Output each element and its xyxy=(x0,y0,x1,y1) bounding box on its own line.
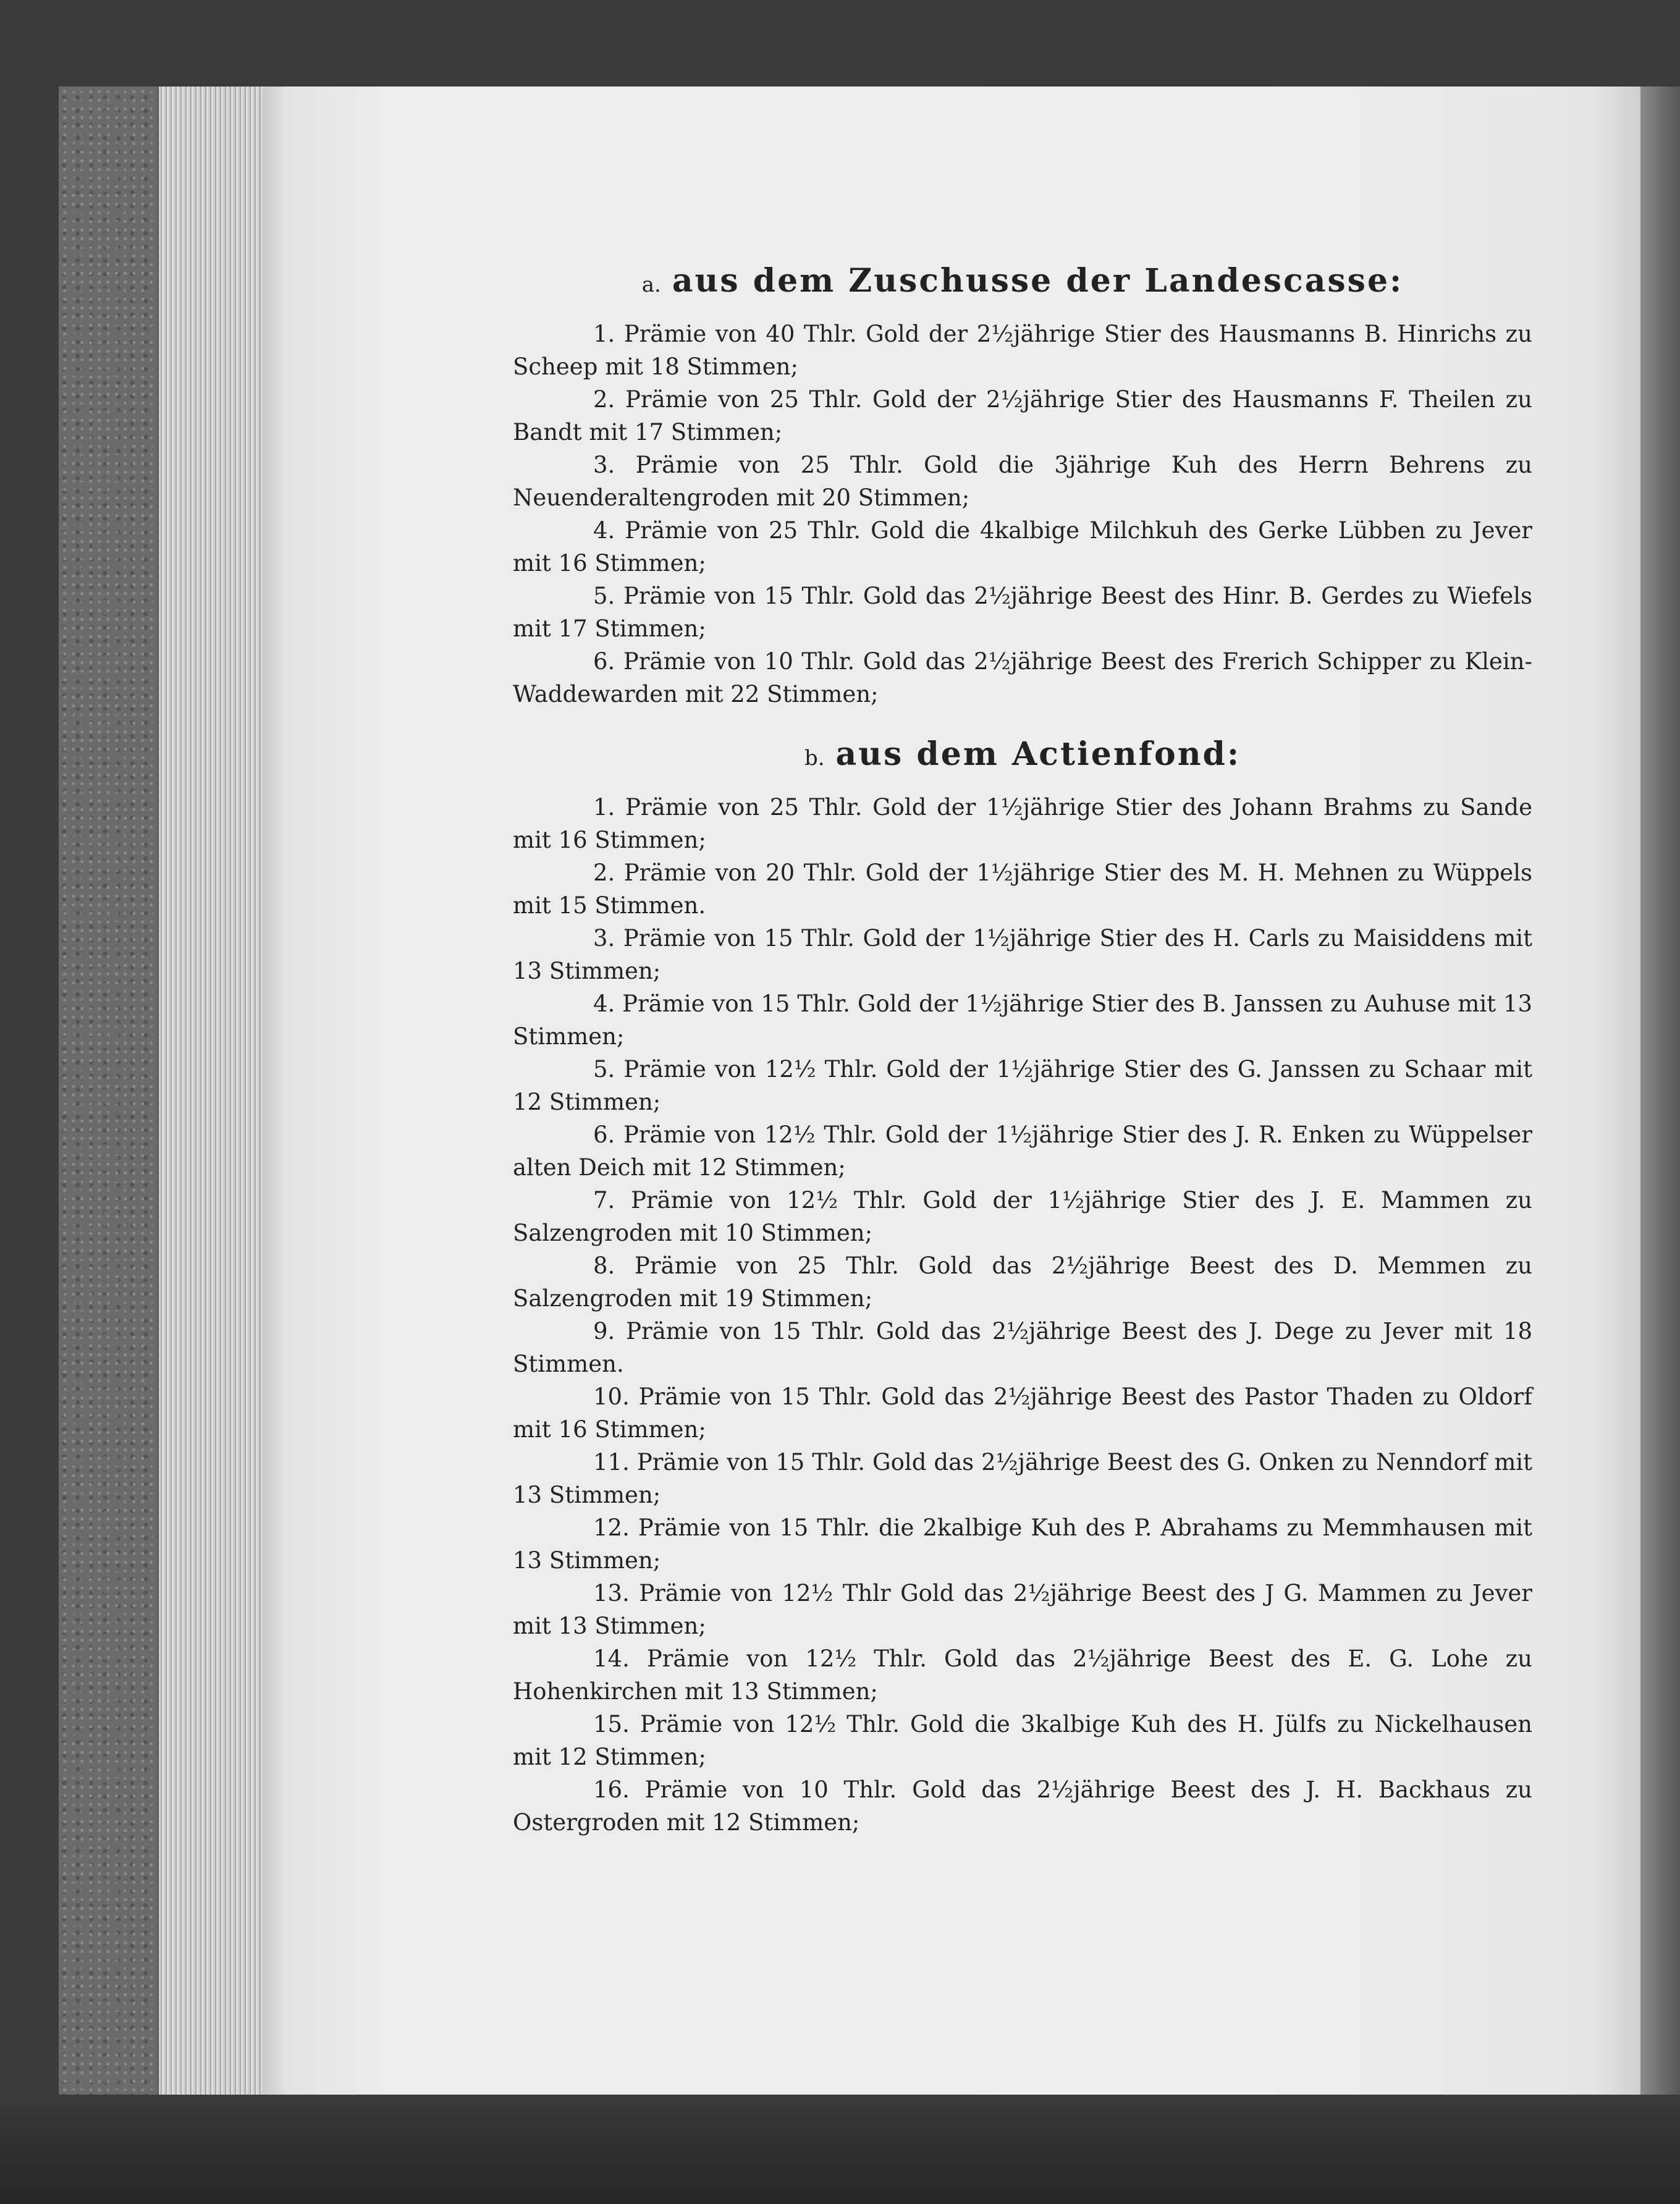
page-content xyxy=(513,260,1532,1839)
section-b-list xyxy=(513,791,1532,1839)
prize-entry: 3. Prämie von 15 Thlr. Gold der 1½jährige Stier des H. Carls zu Maisiddens mit 13 Stimmen; xyxy=(513,925,1532,984)
book-cover-edge xyxy=(59,87,159,2095)
prize-entry: 6. Prämie von 10 Thlr. Gold das 2½jährige Beest des Frerich Schipper zu Klein-Waddewarden mit 22 Stimmen; xyxy=(513,648,1532,707)
prize-entry: 5. Prämie von 12½ Thlr. Gold der 1½jährige Stier des G. Janssen zu Schaar mit 12 Stimmen; xyxy=(513,1056,1532,1115)
page-right-edge xyxy=(1640,87,1680,2095)
prize-entry: 11. Prämie von 15 Thlr. Gold das 2½jährige Beest des G. Onken zu Nenndorf mit 13 Stimmen; xyxy=(513,1449,1532,1508)
prize-entry: 16. Prämie von 10 Thlr. Gold das 2½jährige Beest des J. H. Backhaus zu Ostergroden mit 12 Stimmen; xyxy=(513,1776,1532,1836)
bottom-background xyxy=(0,2095,1680,2204)
prize-entry: 12. Prämie von 15 Thlr. die 2kalbige Kuh des P. Abrahams zu Memmhausen mit 13 Stimmen; xyxy=(513,1514,1532,1574)
prize-entry: 15. Prämie von 12½ Thlr. Gold die 3kalbige Kuh des H. Jülfs zu Nickelhausen mit 12 Stimmen; xyxy=(513,1711,1532,1770)
prize-entry: 3. Prämie von 25 Thlr. Gold die 3jährige Kuh des Herrn Behrens zu Neuenderaltengroden mit 20 Stimmen; xyxy=(513,452,1532,511)
section-a-heading xyxy=(513,260,1532,306)
prize-entry: 1. Prämie von 40 Thlr. Gold der 2½jährige Stier des Hausmanns B. Hinrichs zu Scheep mit 18 Stimmen; xyxy=(513,321,1532,380)
prize-entry: 6. Prämie von 12½ Thlr. Gold der 1½jährige Stier des J. R. Enken zu Wüppelser alten Deich mit 12 Stimmen; xyxy=(513,1121,1532,1181)
prize-entry: 4. Prämie von 25 Thlr. Gold die 4kalbige Milchkuh des Gerke Lübben zu Jever mit 16 Stimmen; xyxy=(513,517,1532,576)
prize-entry: 13. Prämie von 12½ Thlr Gold das 2½jährige Beest des J G. Mammen zu Jever mit 13 Stimmen; xyxy=(513,1580,1532,1639)
prize-entry: 9. Prämie von 15 Thlr. Gold das 2½jährige Beest des J. Dege zu Jever mit 18 Stimmen. xyxy=(513,1318,1532,1377)
section-b-letter: b. xyxy=(804,746,825,771)
prize-entry: 1. Prämie von 25 Thlr. Gold der 1½jährige Stier des Johann Brahms zu Sande mit 16 Stimmen; xyxy=(513,794,1532,853)
prize-entry: 8. Prämie von 25 Thlr. Gold das 2½jährige Beest des D. Memmen zu Salzengroden mit 19 Stimmen; xyxy=(513,1252,1532,1312)
prize-entry: 2. Prämie von 20 Thlr. Gold der 1½jährige Stier des M. H. Mehnen zu Wüppels mit 15 Stimmen. xyxy=(513,859,1532,919)
prize-entry: 14. Prämie von 12½ Thlr. Gold das 2½jährige Beest des E. G. Lohe zu Hohenkirchen mit 13 Stimmen; xyxy=(513,1645,1532,1705)
prize-entry: 2. Prämie von 25 Thlr. Gold der 2½jährige Stier des Hausmanns F. Theilen zu Bandt mit 17 Stimmen; xyxy=(513,386,1532,445)
section-b-title: aus dem Actienfond: xyxy=(835,735,1241,773)
prize-entry: 5. Prämie von 15 Thlr. Gold das 2½jährige Beest des Hinr. B. Gerdes zu Wiefels mit 17 Stimmen; xyxy=(513,583,1532,642)
section-a-list xyxy=(513,318,1532,711)
section-b-heading xyxy=(513,733,1532,780)
section-a-title: aus dem Zuschusse der Landescasse: xyxy=(672,262,1404,300)
prize-entry: 4. Prämie von 15 Thlr. Gold der 1½jährige Stier des B. Janssen zu Auhuse mit 13 Stimmen; xyxy=(513,990,1532,1050)
prize-entry: 7. Prämie von 12½ Thlr. Gold der 1½jährige Stier des J. E. Mammen zu Salzengroden mit 10 Stimmen; xyxy=(513,1187,1532,1246)
page-stack-edge xyxy=(158,87,264,2095)
section-a-letter: a. xyxy=(641,272,661,297)
prize-entry: 10. Prämie von 15 Thlr. Gold das 2½jährige Beest des Pastor Thaden zu Oldorf mit 16 Stimmen; xyxy=(513,1383,1532,1443)
